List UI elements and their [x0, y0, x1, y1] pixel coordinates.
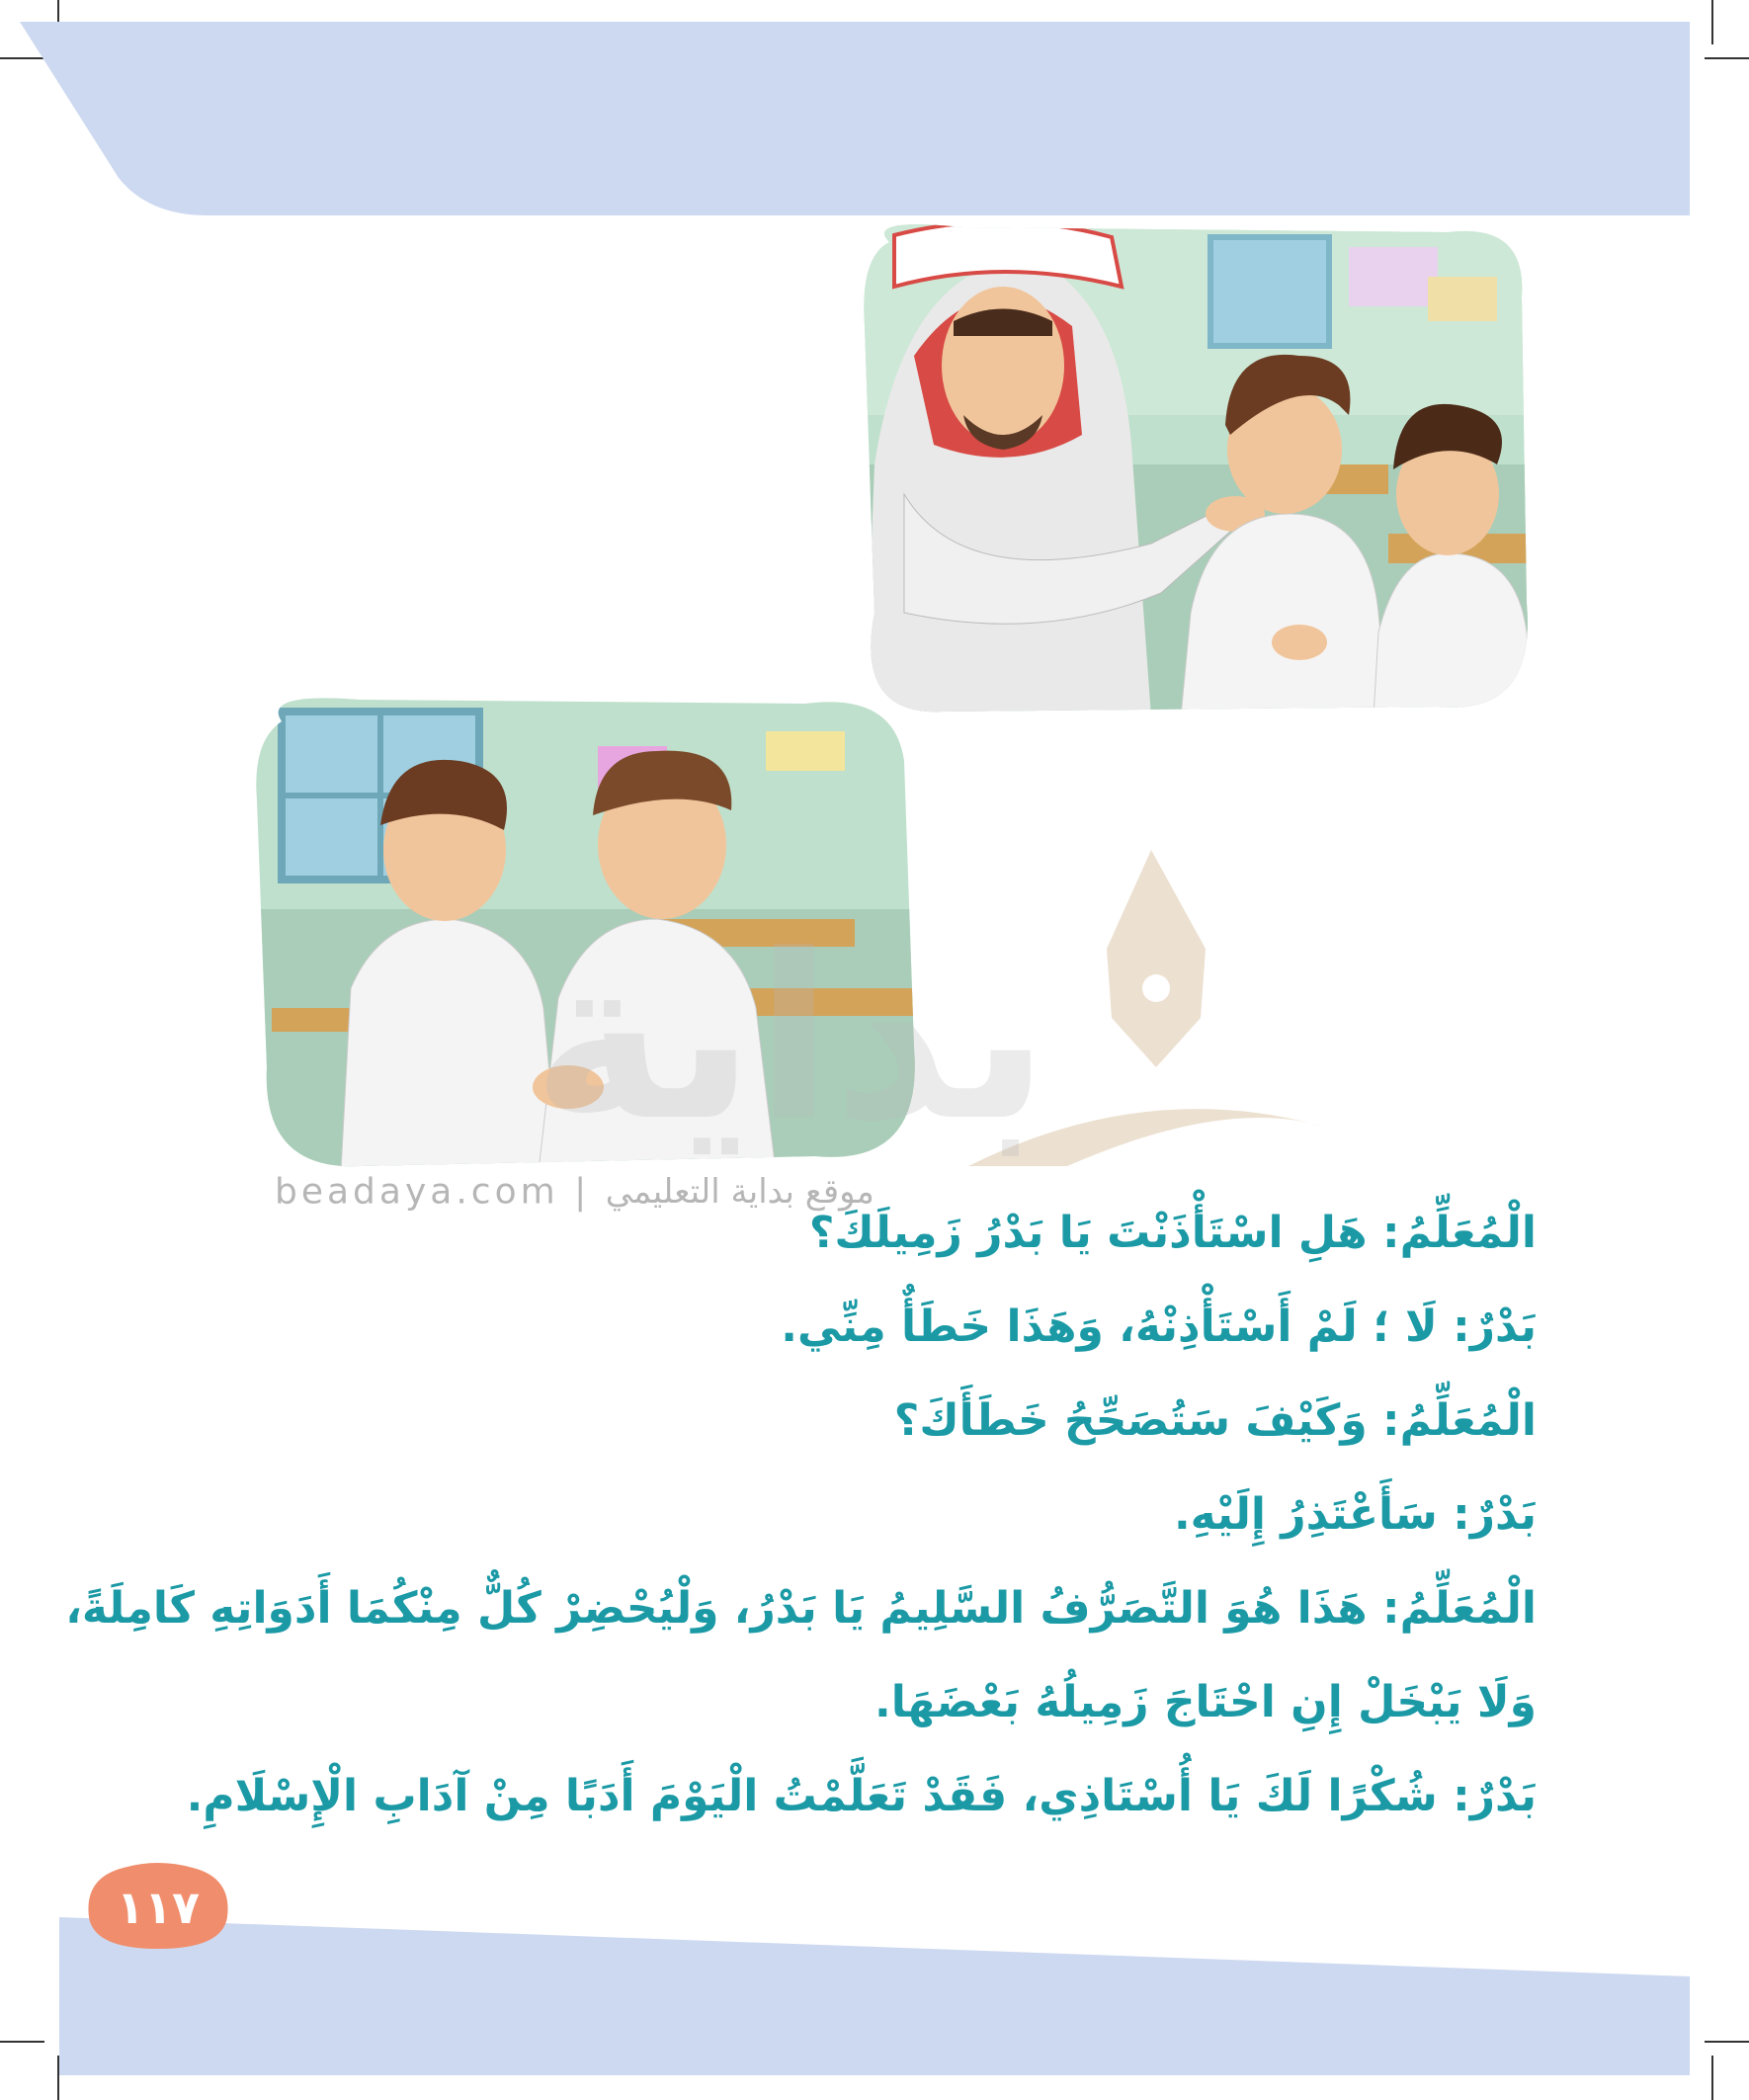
watermark-logo-word: بداية: [532, 907, 1049, 1171]
dialogue-line: بَدْرٌ: شُكْرًا لَكَ يَا أُسْتَاذِي، فَقَدْ تَعَلَّمْتُ الْيَوْمَ أَدَبًا مِنْ آدَابِ الْإِسْلَامِ.: [186, 1771, 1537, 1821]
footer-band: [0, 1907, 1749, 2100]
dialogue-line: بَدْرٌ: لَا ؛ لَمْ أَسْتَأْذِنْهُ، وَهَذَا خَطَأٌ مِنِّي.: [781, 1302, 1537, 1352]
illustration-teacher-students: [835, 217, 1537, 716]
dialogue-line: الْمُعَلِّمُ: وَكَيْفَ سَتُصَحِّحُ خَطَأَكَ؟: [893, 1395, 1537, 1446]
watermark-domain: beadaya.com: [275, 1171, 559, 1213]
dialogue-text: [65, 1186, 1537, 1843]
page-number: ١١٧: [116, 1881, 201, 1934]
dialogue-line: وَلَا يَبْخَلْ إِنِ احْتَاجَ زَمِيلُهُ بَعْضَهَا.: [874, 1677, 1537, 1727]
dialogue-line: بَدْرٌ: سَأَعْتَذِرُ إِلَيْهِ.: [1173, 1489, 1537, 1540]
header-band: [0, 0, 1749, 227]
dialogue-line: الْمُعَلِّمُ: هَذَا هُوَ التَّصَرُّفُ السَّلِيمُ يَا بَدْرُ، وَلْيُحْضِرْ كُلٌّ مِنْكُمَا أَدَوَاتِهِ كَامِلَةً،: [65, 1583, 1537, 1634]
watermark-site-name: موقع بداية التعليمي: [605, 1172, 874, 1212]
dialogue-line: الْمُعَلِّمُ: هَلِ اسْتَأْذَنْتَ يَا بَدْرُ زَمِيلَكَ؟: [808, 1208, 1537, 1258]
watermark-logo: [257, 850, 1324, 1216]
watermark-separator: |: [574, 1171, 591, 1213]
